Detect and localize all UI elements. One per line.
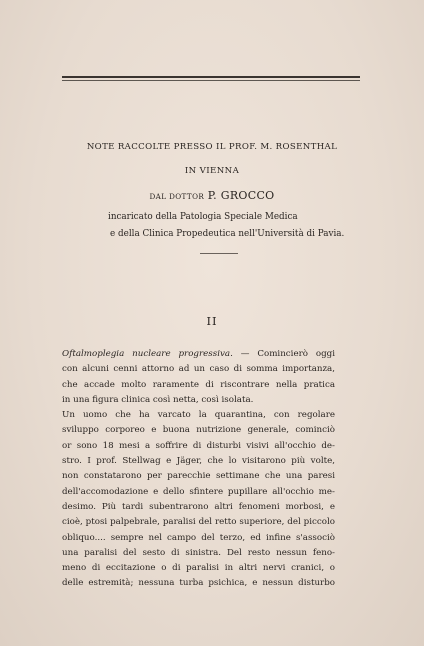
body-line: non constatarono per parecchie settimane che una paresi [62, 471, 335, 482]
author-affiliation-2: e della Clinica Propedeutica nell'Università di Pavia. [110, 229, 345, 239]
body-line-1 [62, 347, 335, 362]
article-city: IN VIENNA [184, 166, 240, 176]
body-line: desimo. Più tardi subentrarono altri fenomeni morbosi, e [62, 501, 335, 512]
body-line: che accade molto raramente di riscontrare nella pratica [62, 379, 335, 390]
separator-rule [200, 253, 238, 254]
body-line: una paralisi del sesto di sinistra. Del resto nessun feno- [62, 547, 335, 558]
body-line: con alcuni cenni attorno ad un caso di somma importanza, [62, 364, 335, 375]
body-line: in una figura clinica così netta, così isolata. [62, 394, 254, 405]
body-line: dell'accomodazione e dello sfintere pupillare all'occhio me- [62, 486, 335, 497]
body-line: sviluppo corporeo e buona nutrizione generale, cominciò [62, 425, 335, 436]
body-line-1-rest: — Comincierò oggi [232, 349, 335, 359]
article-heading: NOTE RACCOLTE PRESSO IL PROF. M. ROSENTHAL [86, 142, 338, 152]
top-rule [62, 76, 360, 78]
body-line: delle estremità; nessuna turba psichica, e nessun disturbo [62, 578, 335, 589]
top-rule-thin [62, 80, 360, 81]
body-line: meno di eccitazione o di paralisi in altri nervi cranici, o [62, 563, 335, 574]
section-number: II [206, 314, 218, 328]
body-line: or sono 18 mesi a soffrire di disturbi visivi all'occhio de- [62, 440, 335, 451]
body-line: stro. I prof. Stellwag e Jäger, che lo visitarono più volte, [62, 456, 335, 467]
body-text [62, 347, 335, 592]
author-line [0, 189, 424, 202]
lead-italic: Oftalmoplegia nucleare progressiva. [62, 349, 233, 359]
body-line: Un uomo che ha varcato la quarantina, con regolare [62, 410, 335, 421]
body-line: cioè, ptosi palpebrale, paralisi del retto superiore, del piccolo [62, 517, 335, 528]
body-line: obliquo.... sempre nel campo del terzo, ed infine s'associò [62, 532, 335, 543]
author-affiliation-1: incaricato della Patologia Speciale Medica [108, 212, 298, 222]
author-name: P. GROCCO [207, 189, 275, 202]
author-prefix: DAL DOTTOR [149, 192, 205, 201]
